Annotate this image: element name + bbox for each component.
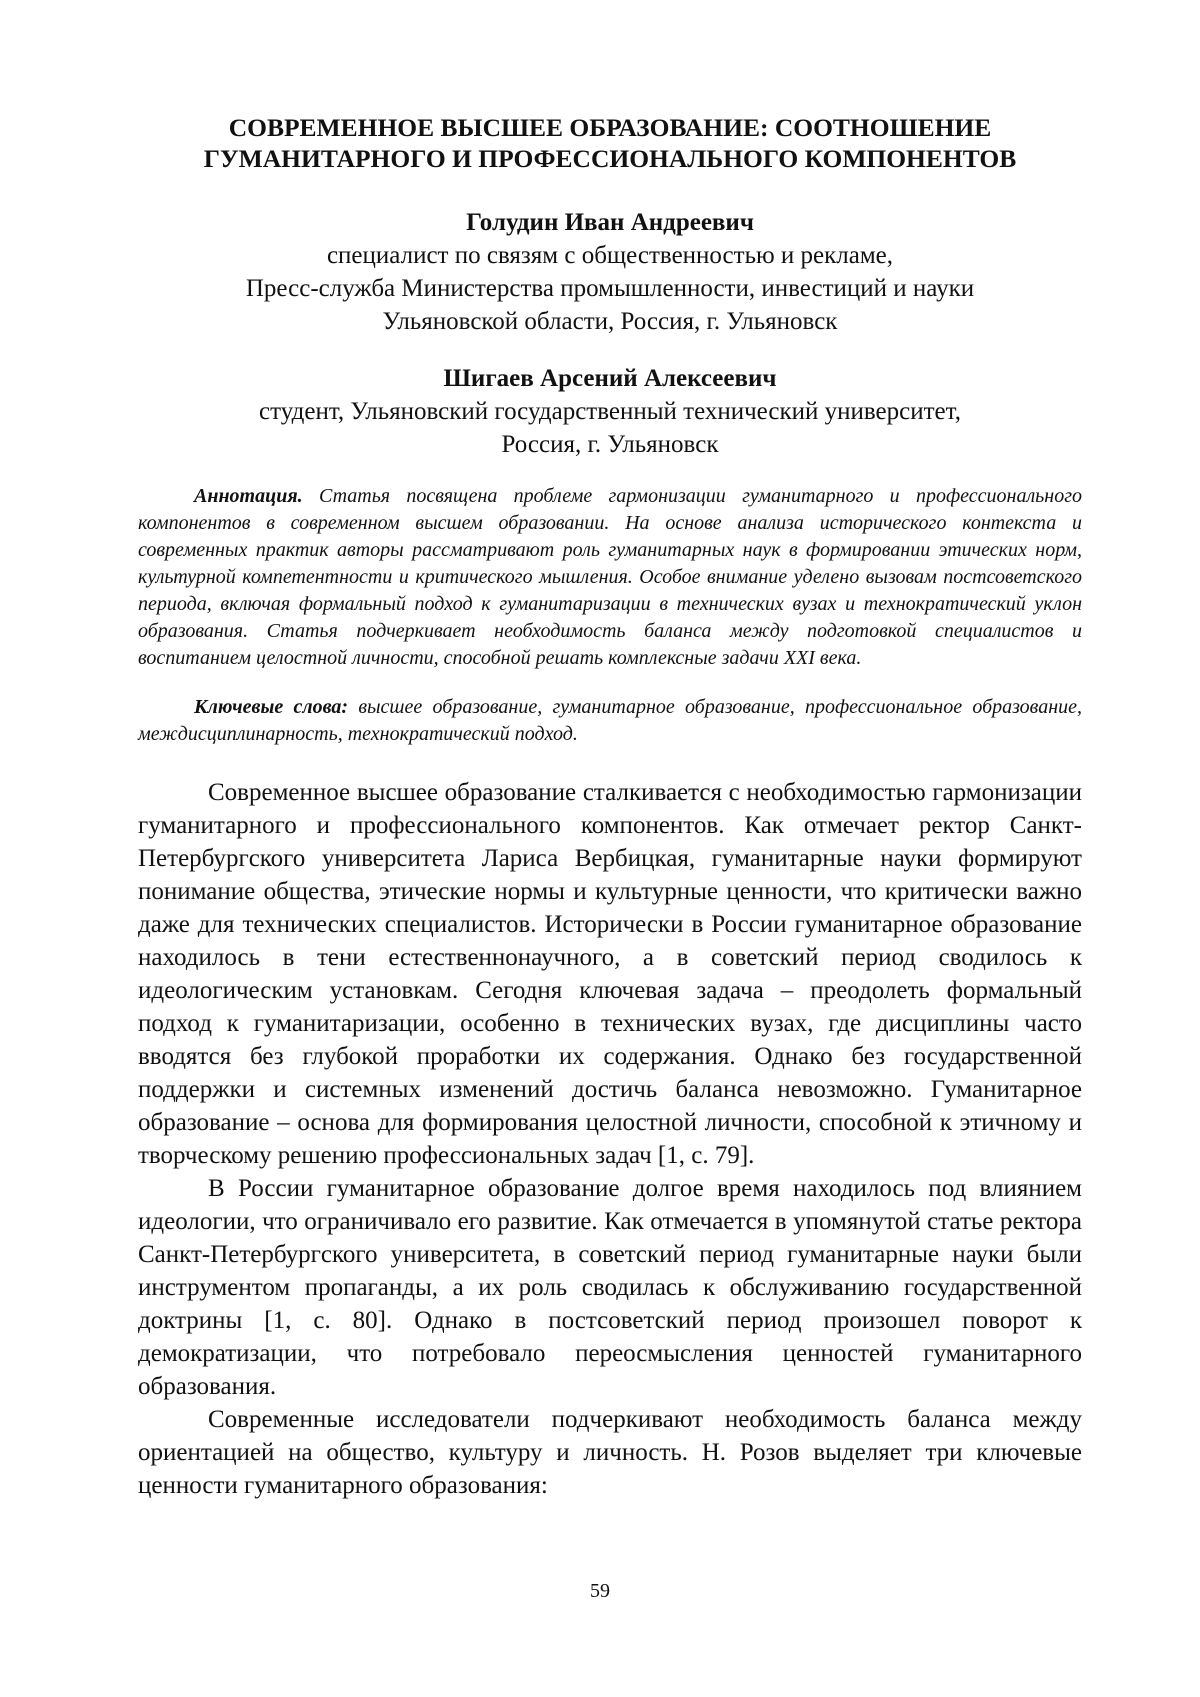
abstract: [138, 483, 1082, 672]
keywords-label: Ключевые слова:: [194, 696, 348, 718]
body-paragraph: Современные исследователи подчеркивают необходимость баланса между ориентацией на общество, культуру и личность. Н. Розов выделяет три ключевые ценности гуманитарного образования:: [138, 1403, 1082, 1502]
author-affiliation-line: Россия, г. Ульяновск: [138, 428, 1082, 461]
page-number: 59: [0, 1580, 1200, 1603]
author-affiliation-line: Ульяновской области, Россия, г. Ульяновск: [138, 305, 1082, 338]
abstract-label: Аннотация.: [194, 485, 303, 507]
author-name: Голудин Иван Андреевич: [138, 206, 1082, 239]
author-block-1: [138, 206, 1082, 338]
title-line-1: СОВРЕМЕННОЕ ВЫСШЕЕ ОБРАЗОВАНИЕ: СООТНОШЕНИЕ: [138, 112, 1082, 143]
article-page: [138, 112, 1082, 1502]
keywords-text: высшее образование, гуманитарное образование, профессиональное образование, междисциплинарность, технократический подход.: [138, 696, 1082, 745]
body-paragraph: В России гуманитарное образование долгое время находилось под влиянием идеологии, что ограничивало его развитие. Как отмечается в упомянутой статье ректора Санкт-Петербургского университета, в советский период гуманитарные науки были инструментом пропаганды, а их роль сводилась к обслуживанию государственной доктрины [1, с. 80]. Однако в постсоветский период произошел поворот к демократизации, что потребовало переосмысления ценностей гуманитарного образования.: [138, 1172, 1082, 1403]
abstract-text: Статья посвящена проблеме гармонизации гуманитарного и профессионального компонентов в современном высшем образовании. На основе анализа исторического контекста и современных практик авторы рассматривают роль гуманитарных наук в формировании этических норм, культурной компетентности и критического мышления. Особое внимание уделено вызовам постсоветского периода, включая формальный подход к гуманитаризации в технических вузах и технократический уклон образования. Статья подчеркивает необходимость баланса между подготовкой специалистов и воспитанием целостной личности, способной решать комплексные задачи XXI века.: [138, 485, 1082, 669]
title-line-2: ГУМАНИТАРНОГО И ПРОФЕССИОНАЛЬНОГО КОМПОНЕНТОВ: [138, 143, 1082, 174]
article-body: [138, 776, 1082, 1502]
author-block-2: [138, 362, 1082, 461]
body-paragraph: Современное высшее образование сталкивается с необходимостью гармонизации гуманитарного и профессионального компонентов. Как отмечает ректор Санкт-Петербургского университета Лариса Вербицкая, гуманитарные науки формируют понимание общества, этические нормы и культурные ценности, что критически важно даже для технических специалистов. Исторически в России гуманитарное образование находилось в тени естественнонаучного, а в советский период сводилось к идеологическим установкам. Сегодня ключевая задача – преодолеть формальный подход к гуманитаризации, особенно в технических вузах, где дисциплины часто вводятся без глубокой проработки их содержания. Однако без государственной поддержки и системных изменений достичь баланса невозможно. Гуманитарное образование – основа для формирования целостной личности, способной к этичному и творческому решению профессиональных задач [1, с. 79].: [138, 776, 1082, 1172]
author-affiliation-line: специалист по связям с общественностью и рекламе,: [138, 239, 1082, 272]
author-name: Шигаев Арсений Алексеевич: [138, 362, 1082, 395]
keywords: [138, 694, 1082, 748]
author-affiliation-line: Пресс-служба Министерства промышленности, инвестиций и науки: [138, 272, 1082, 305]
author-affiliation-line: студент, Ульяновский государственный технический университет,: [138, 395, 1082, 428]
article-title: [138, 112, 1082, 174]
